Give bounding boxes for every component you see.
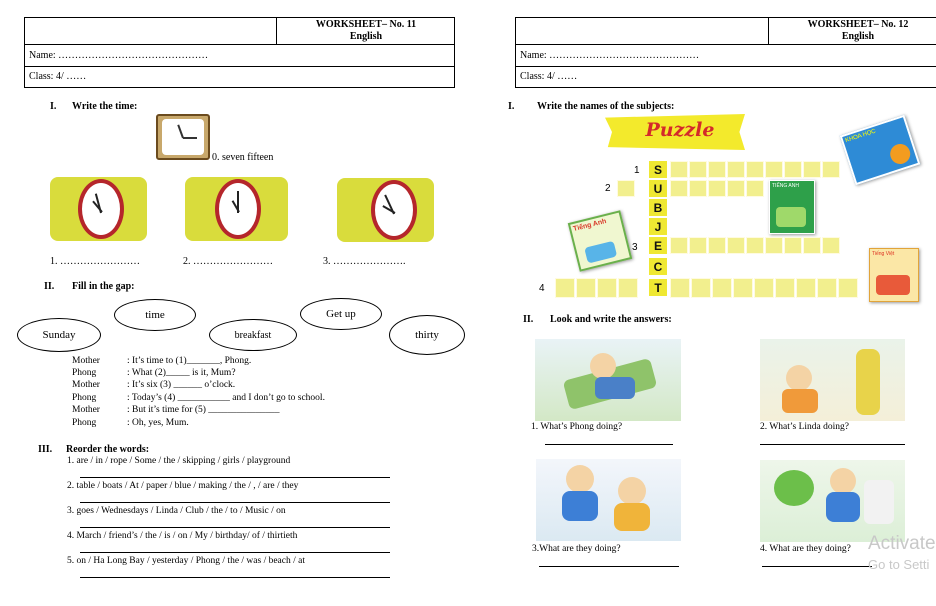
cell[interactable] [733,278,753,298]
row-number-2: 2 [605,183,611,194]
dialogue-speaker-6: Phong [72,418,97,428]
question-1: 1. What’s Phong doing? [531,422,623,432]
dialogue-speaker-4: Phong [72,393,97,403]
cell[interactable] [822,161,840,178]
right-sec2-title: Look and write the answers: [550,314,672,325]
puzzle-letter-u: U [649,180,667,197]
cell[interactable] [689,237,707,254]
right-sec1-title: Write the names of the subjects: [537,101,675,112]
dialogue-speaker-1: Mother [72,356,100,366]
clock-answer-3[interactable]: 3. …………………. [323,256,406,267]
dialogue-line-2: : What (2)_____ is it, Mum? [127,368,236,378]
puzzle-letter-s: S [649,161,667,178]
puzzle-letter-j: J [649,218,667,235]
cell[interactable] [796,278,816,298]
cell[interactable] [670,161,688,178]
left-header-table [24,17,455,88]
cell[interactable] [746,237,764,254]
cell[interactable] [765,161,783,178]
left-worksheet-title: WORKSHEET– No. 11 [315,19,417,30]
left-sec1-num: I. [50,101,57,112]
reorder-item-2: 2. table / boats / At / paper / blue / making / the / , / are / they [67,481,299,491]
cell[interactable] [803,161,821,178]
clock-answer-2[interactable]: 2. …………………… [183,256,273,267]
word-bubble-get-up: Get up [300,298,382,330]
cell[interactable] [775,278,795,298]
left-sec3-title: Reorder the words: [66,444,150,455]
cell[interactable] [670,237,688,254]
cell[interactable] [784,237,802,254]
answer-line-2[interactable] [760,444,905,445]
dialogue-line-5: : But it’s time for (5) _______________ [127,405,280,415]
english-book-1-title: TIẾNG ANH [772,183,799,189]
reorder-answer-line-2[interactable] [80,502,390,503]
picture-linda [760,339,905,421]
cell[interactable] [754,278,774,298]
answer-line-3[interactable] [539,566,679,567]
picture-they-1 [536,459,681,541]
right-sec1-num: I. [508,101,515,112]
left-worksheet-subject: English [349,31,383,42]
vietnamese-book-title: Tiếng Việt [872,251,895,257]
reorder-answer-line-5[interactable] [80,577,390,578]
reorder-item-1: 1. are / in / rope / Some / the / skipping / girls / playground [67,456,291,466]
dialogue-line-1: : It’s time to (1)_______, Phong. [127,356,252,366]
cell[interactable] [708,161,726,178]
right-worksheet-title: WORKSHEET– No. 12 [807,19,909,30]
cell[interactable] [765,237,783,254]
word-bubble-thirty: thirty [389,315,465,355]
right-header-table [515,17,936,88]
vietnamese-book-image [869,248,919,302]
example-answer: 0. seven fifteen [212,152,274,163]
cell[interactable] [617,180,635,197]
reorder-answer-line-1[interactable] [80,477,390,478]
cell[interactable] [555,278,575,298]
cell[interactable] [670,180,688,197]
dialogue-line-4: : Today’s (4) ___________ and I don’t go to school. [127,393,325,403]
picture-phong [535,339,681,421]
cell[interactable] [712,278,732,298]
left-class-field[interactable]: Class: 4/ …… [29,71,87,82]
cell[interactable] [746,161,764,178]
puzzle-letter-c: C [649,258,667,275]
science-book-image [840,115,921,185]
question-4: 4. What are they doing? [760,544,851,554]
dialogue-line-3: : It’s six (3) ______ o’clock. [127,380,236,390]
cell[interactable] [689,161,707,178]
cell[interactable] [576,278,596,298]
left-sec2-num: II. [44,281,55,292]
answer-line-4[interactable] [762,566,872,567]
dialogue-speaker-3: Mother [72,380,100,390]
puzzle-letter-e: E [649,237,667,254]
dialogue-speaker-2: Phong [72,368,97,378]
puzzle-letter-t: T [649,279,667,296]
right-worksheet-subject: English [841,31,875,42]
cell[interactable] [691,278,711,298]
row-number-4: 4 [539,283,545,294]
word-bubble-breakfast: breakfast [209,319,297,351]
cell[interactable] [784,161,802,178]
answer-line-1[interactable] [545,444,673,445]
left-name-field[interactable]: Name: ……………………………………… [29,50,209,61]
cell[interactable] [727,161,745,178]
cell[interactable] [708,180,726,197]
cell[interactable] [838,278,858,298]
science-book-title: KHOA HỌC [844,128,877,145]
question-3: 3.What are they doing? [532,544,621,554]
cell[interactable] [727,180,745,197]
english-book-image-1 [769,180,815,234]
cell[interactable] [817,278,837,298]
cell[interactable] [597,278,617,298]
settings-watermark: Go to Setti [868,557,930,572]
dialogue-line-6: : Oh, yes, Mum. [127,418,189,428]
reorder-item-3: 3. goes / Wednesdays / Linda / Club / the / to / Music / on [67,506,286,516]
reorder-answer-line-4[interactable] [80,552,390,553]
word-bubble-sunday: Sunday [17,318,101,352]
cell[interactable] [689,180,707,197]
reorder-item-4: 4. March / friend’s / the / is / on / My / birthday/ of / thirtieth [67,531,298,541]
puzzle-banner-text: Puzzle [645,119,715,141]
cell[interactable] [727,237,745,254]
cell[interactable] [708,237,726,254]
example-clock-image [156,114,210,160]
activate-watermark: Activate [868,533,936,554]
row-number-3: 3 [632,242,638,253]
dialogue-speaker-5: Mother [72,405,100,415]
left-sec1-title: Write the time: [72,101,138,112]
cell[interactable] [822,237,840,254]
cell[interactable] [803,237,821,254]
clock-answer-1[interactable]: 1. …………………… [50,256,140,267]
cell[interactable] [670,278,690,298]
right-class-field[interactable]: Class: 4/ …… [520,71,578,82]
left-sec3-num: III. [38,444,53,455]
picture-they-2 [760,460,905,542]
english-book-image-2 [568,210,632,272]
reorder-item-5: 5. on / Ha Long Bay / yesterday / Phong / the / was / beach / at [67,556,305,566]
left-sec2-title: Fill in the gap: [72,281,135,292]
cell[interactable] [746,180,764,197]
row-number-1: 1 [634,165,640,176]
right-sec2-num: II. [523,314,534,325]
reorder-answer-line-3[interactable] [80,527,390,528]
clock-image-2 [185,177,288,241]
clock-image-3 [337,178,434,242]
clock-image-1 [50,177,147,241]
english-book-2-title: Tiếng Anh [572,218,608,233]
puzzle-letter-b: B [649,199,667,216]
question-2: 2. What’s Linda doing? [760,422,850,432]
cell[interactable] [618,278,638,298]
word-bubble-time: time [114,299,196,331]
right-name-field[interactable]: Name: ……………………………………… [520,50,700,61]
